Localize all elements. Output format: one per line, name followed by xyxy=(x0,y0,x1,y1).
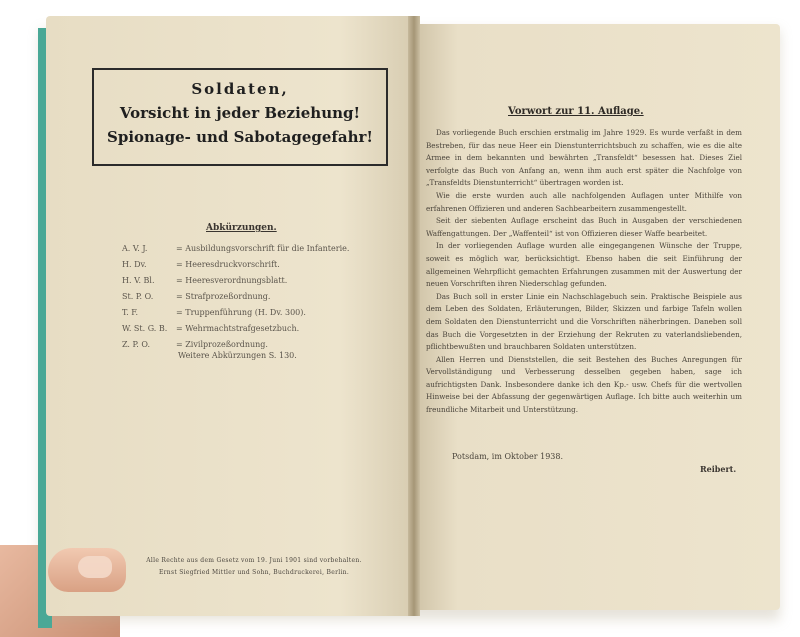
abbreviation-value: = Wehrmachtstrafgesetzbuch. xyxy=(176,324,300,333)
abbreviation-key: T. F. xyxy=(122,308,139,317)
warning-line-1: Soldaten, xyxy=(191,80,289,98)
abbreviation-row xyxy=(122,305,382,321)
abbreviation-row xyxy=(122,289,382,305)
preface-signoff: Potsdam, im Oktober 1938. xyxy=(452,452,564,461)
preface-paragraph: Das Buch soll in erster Linie ein Nachschlagebuch sein. Praktische Beispiele aus dem Leben des Soldaten, Erläuterungen, Bilder, Skizzen und farbige Tafeln wollen dem Soldaten den Dienstunterricht und die Vorschriften näherbringen. Daneben soll das Buch die Vorgesetzten in der Erziehung der Rekruten zu vaterlandsliebenden, pflichtbewußten und brauchbaren Soldaten unterstützen. xyxy=(426,291,742,352)
abbreviation-row xyxy=(122,241,382,257)
abbreviation-value: = Strafprozeßordnung. xyxy=(176,292,271,301)
abbreviation-row xyxy=(122,321,382,337)
abbreviation-row xyxy=(122,273,382,289)
preface-author: Reibert. xyxy=(700,464,737,474)
abbreviation-value: = Zivilprozeßordnung. xyxy=(176,340,268,349)
warning-line-2: Vorsicht in jeder Beziehung! xyxy=(119,104,361,122)
preface-paragraph: In der vorliegenden Auflage wurden alle eingegangenen Wünsche der Truppe, soweit es möglich war, berücksichtigt. Ebenso haben die seit Einführung der allgemeinen Wehrpflicht gemachten Erfahrungen zusammen mit der Auswertung der neuen Vorschriften ihren Niederschlag gefunden. xyxy=(426,241,742,289)
abbreviation-key: Z. P. O. xyxy=(122,340,150,349)
abbreviation-value: = Ausbildungsvorschrift für die Infanterie. xyxy=(176,244,350,253)
book-gutter xyxy=(408,16,420,616)
imprint xyxy=(104,555,404,579)
thumbnail-nail xyxy=(78,556,112,578)
more-abbreviations-note: Weitere Abkürzungen S. 130. xyxy=(178,351,297,360)
preface-paragraph: Allen Herren und Dienststellen, die seit Bestehen des Buches Anregungen für Vervollständigung und Verbesserung desselben gegeben haben, sage ich aufrichtigsten Dank. Insbesondere danke ich den Kp.- usw. Chefs für die wertvollen Hinweise bei der Abfassung der gegenwärtigen Auflage. Ich bitte auch weiterhin um freundliche Mitarbeit und Unterstützung. xyxy=(426,354,742,415)
abbreviation-value: = Heeresdruckvorschrift. xyxy=(176,260,280,269)
imprint-line-2: Ernst Siegfried Mittler und Sohn, Buchdruckerei, Berlin. xyxy=(158,569,350,576)
preface-paragraph: Das vorliegende Buch erschien erstmalig im Jahre 1929. Es wurde verfaßt in dem Bestreben, für das neue Heer ein Dienstunterrichtsbuch zu schaffen, wie es die alte Armee in dem bekannten und bewährten „Transfeldt“ besessen hat. Dieses Ziel verfolgte das Buch von Anfang an, wenn ihm auch erst später die Nachfolge von „Transfeldts Dienstunterricht“ übertragen worden ist. xyxy=(426,128,742,188)
imprint-line-1: Alle Rechte aus dem Gesetz vom 19. Juni 1901 sind vorbehalten. xyxy=(146,557,362,564)
abbreviation-row xyxy=(122,257,382,273)
abbreviations-list xyxy=(122,241,382,353)
abbreviation-key: H. Dv. xyxy=(122,260,147,269)
abbreviation-key: W. St. G. B. xyxy=(122,324,168,333)
warning-box xyxy=(92,68,388,166)
preface-title: Vorwort zur 11. Auflage. xyxy=(508,106,644,117)
abbreviations-title: Abkürzungen. xyxy=(206,223,277,233)
preface-body xyxy=(426,127,742,417)
abbreviation-value: = Truppenführung (H. Dv. 300). xyxy=(176,308,306,317)
abbreviation-key: A. V. J. xyxy=(122,244,148,253)
preface-paragraph: Wie die erste wurden auch alle nachfolgenden Auflagen unter Mithilfe von erfahrenen Offizieren und anderen Sachbearbeitern zusammengestellt. xyxy=(426,190,742,213)
preface-paragraph: Seit der siebenten Auflage erscheint das Buch in Ausgaben der verschiedenen Waffengattungen. Der „Waffenteil“ ist von Offizieren dieser Waffe bearbeitet. xyxy=(426,216,742,238)
abbreviation-key: H. V. Bl. xyxy=(122,276,155,285)
abbreviation-key: St. P. O. xyxy=(122,292,154,301)
abbreviation-value: = Heeresverordnungsblatt. xyxy=(176,276,288,285)
warning-line-3: Spionage- und Sabotagegefahr! xyxy=(107,128,373,146)
